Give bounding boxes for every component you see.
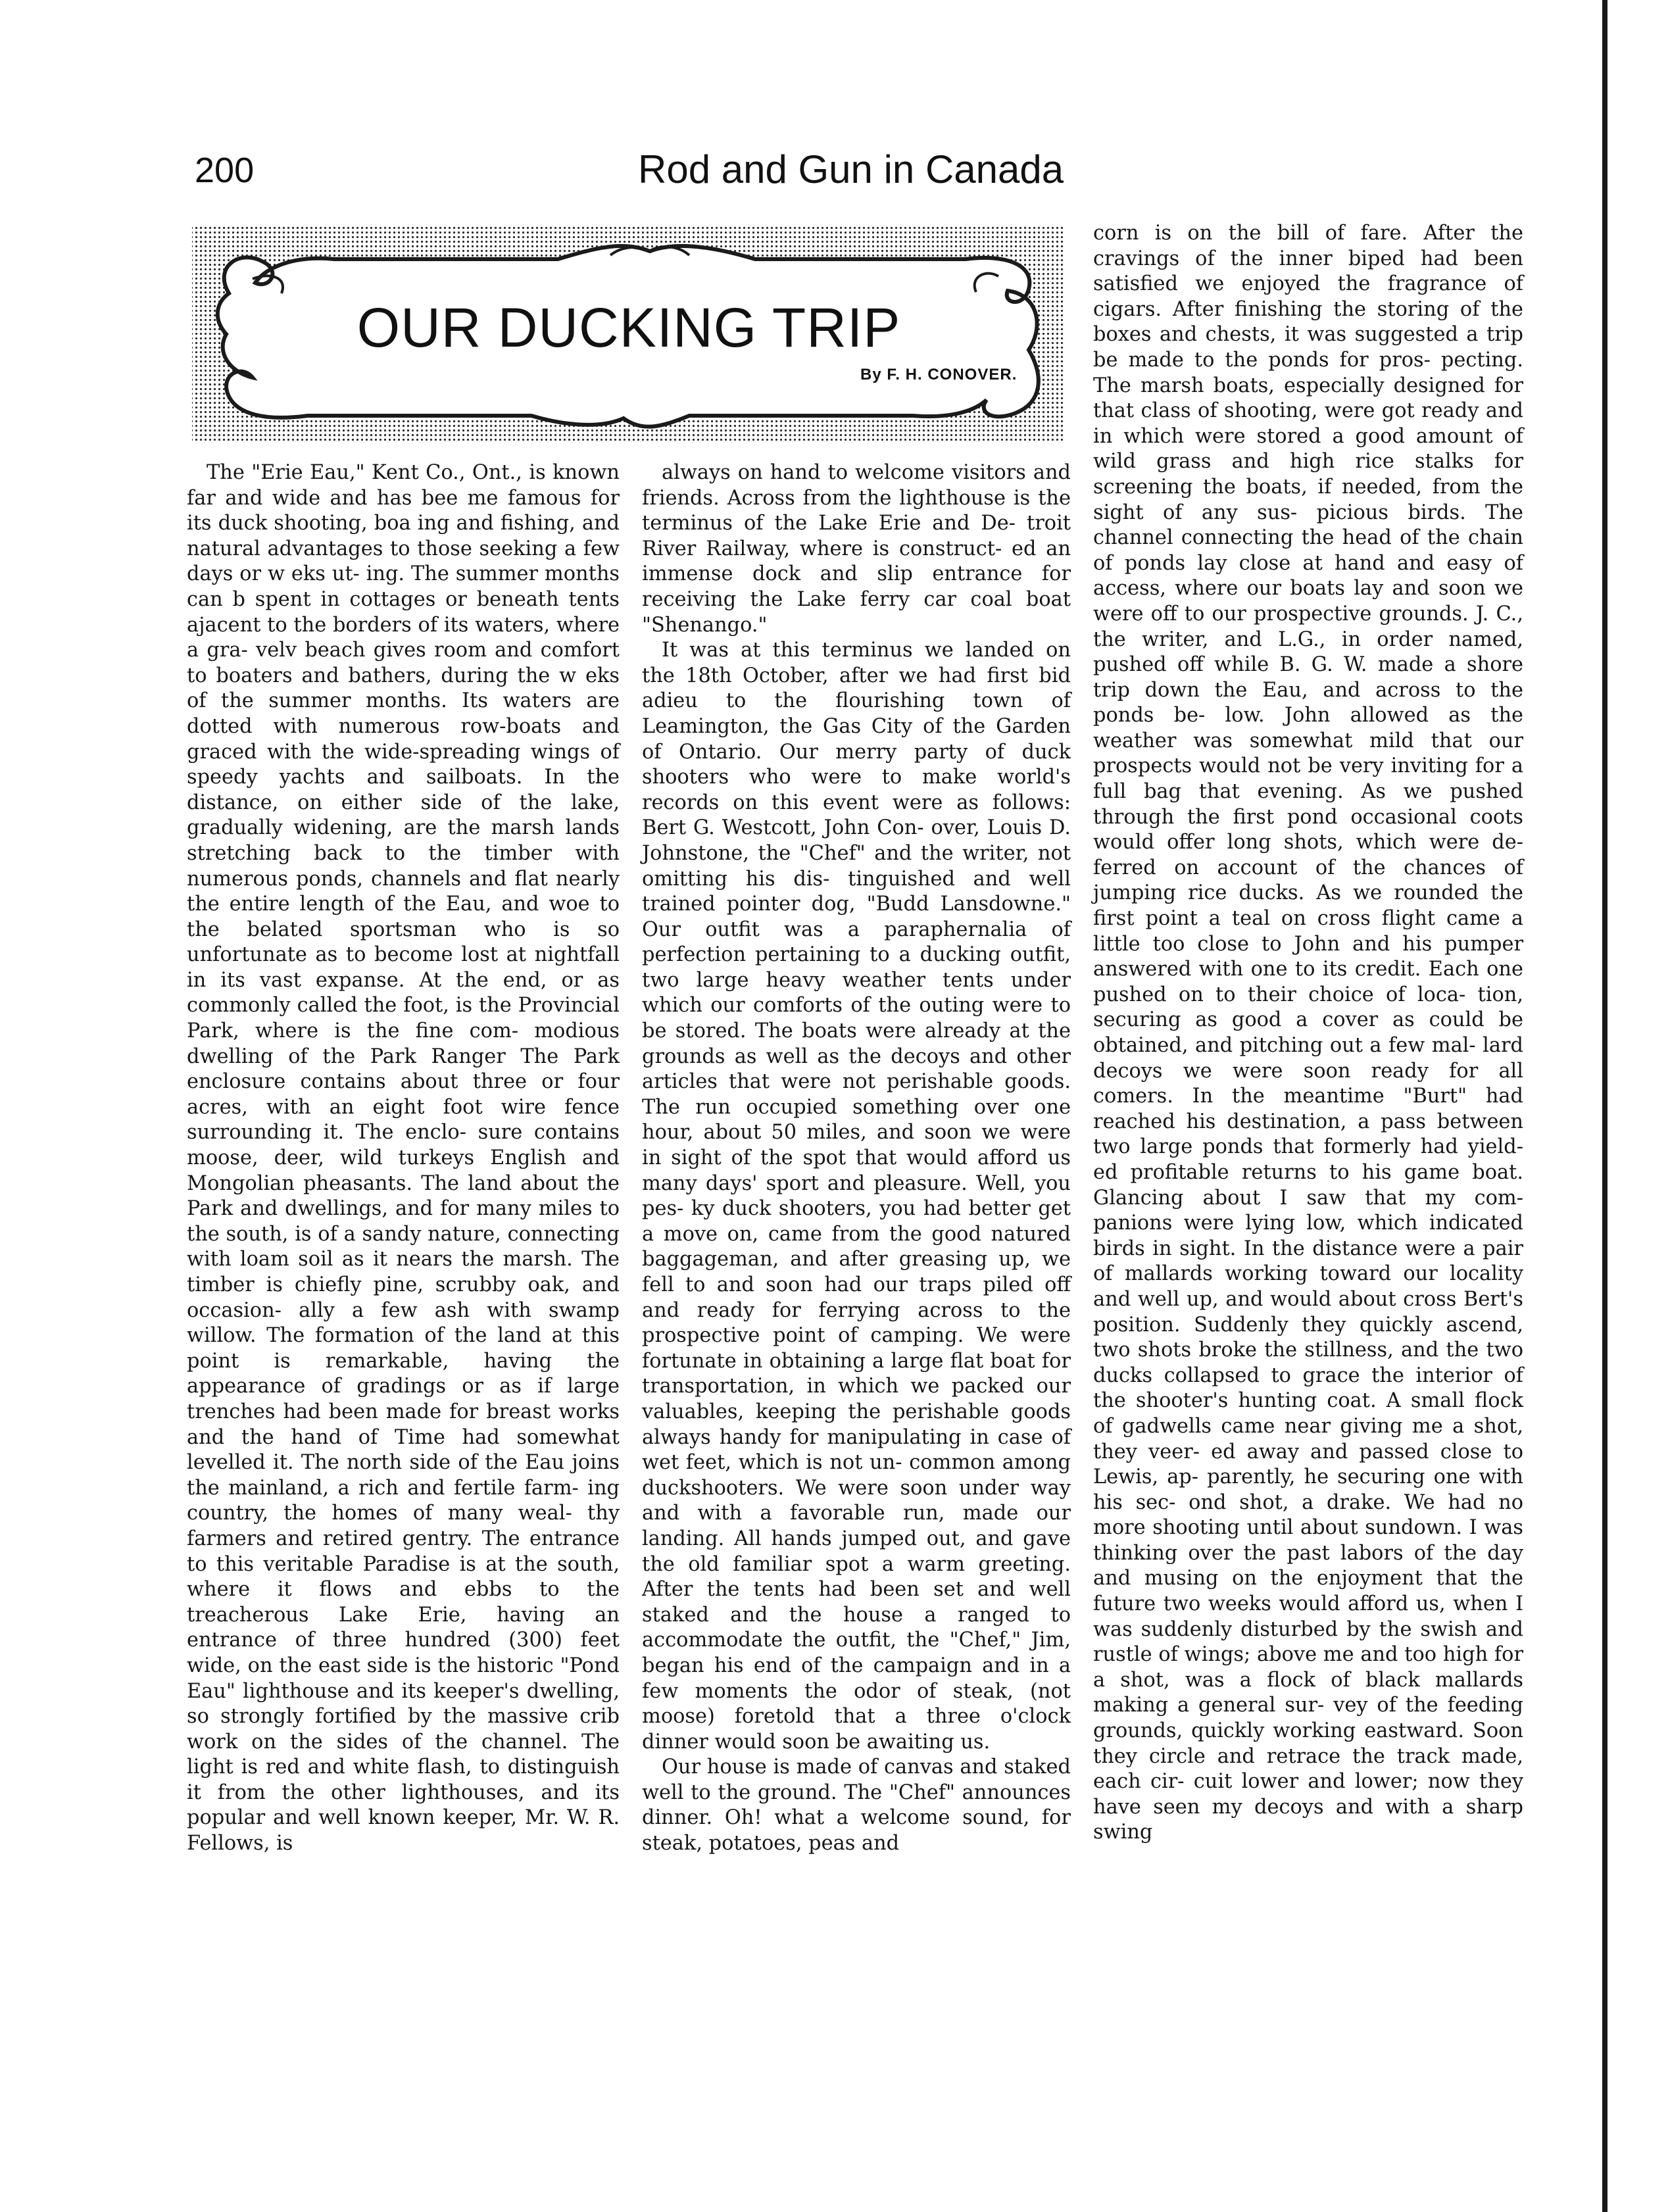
- article-title: OUR DUCKING TRIP: [356, 297, 901, 358]
- running-head: Rod and Gun in Canada: [638, 147, 1064, 191]
- article-column-2: [642, 460, 1071, 1857]
- byline: By F. H. CONOVER.: [860, 366, 1018, 383]
- article-column-3: [1093, 221, 1523, 1846]
- article-column-1: [187, 460, 620, 1857]
- page-number: 200: [195, 151, 255, 190]
- title-banner: [189, 221, 1068, 445]
- paragraph: The "Erie Eau," Kent Co., Ont., is known far and wide and has bee me famous for its duck shooting, boa ing and fishing, and natural advantages to those seeking a few days or w eks ut- ing. The summer months can b spent in cottages or beneath tents ajacent to the borders of its waters, where a gra- velv beach gives room and comfort to boaters and bathers, during the w eks of the summer months. Its waters are dotted with numerous row-boats and graced with the wide-spreading wings of speedy yachts and sailboats. In the distance, on either side of the lake, gradually widening, are the marsh lands stretching back to the timber with numerous ponds, channels and flat nearly the entire length of the Eau, and woe to the belated sportsman who is so unfortunate as to become lost at nightfall in its vast expanse. At the end, or as commonly called the foot, is the Provincial Park, where is the fine com- modious dwelling of the Park Ranger The Park enclosure contains about three or four acres, with an eight foot wire fence surrounding it. The enclo- sure contains moose, deer, wild turkeys English and Mongolian pheasants. The land about the Park and dwellings, and for many miles to the south, is of a sandy nature, connecting with loam soil as it nears the marsh. The timber is chiefly pine, scrubby oak, and occasion- ally a few ash with swamp willow. The formation of the land at this point is remarkable, having the appearance of gradings or as if large trenches had been made for breast works and the hand of Time had somewhat levelled it. The north side of the Eau joins the mainland, a rich and fertile farm- ing country, the homes of many weal- thy farmers and retired gentry. The entrance to this veritable Paradise is at the south, where it flows and ebbs to the treacherous Lake Erie, having an entrance of three hundred (300) feet wide, on the east side is the historic "Pond Eau" lighthouse and its keeper's dwelling, so strongly fortified by the massive crib work on the sides of the channel. The light is red and white flash, to distinguish it from the other lighthouses, and its popular and well known keeper, Mr. W. R. Fellows, is: [187, 461, 620, 1856]
- paragraph: always on hand to welcome visitors and friends. Across from the lighthouse is the terminus of the Lake Erie and De- troit River Railway, where is construct- ed an immense dock and slip entrance for receiving the Lake ferry car coal boat "Shenango.": [642, 461, 1071, 637]
- paragraph: Our house is made of canvas and staked well to the ground. The "Chef" announces dinner. Oh! what a welcome sound, for steak, potatoes, peas and: [642, 1756, 1071, 1856]
- page-edge-rule: [1602, 0, 1607, 2212]
- paragraph: It was at this terminus we landed on the 18th October, after we had first bid adieu to the flourishing town of Leamington, the Gas City of the Garden of Ontario. Our merry party of duck shooters who were to make world's records on this event were as follows: Bert G. Westcott, John Con- over, Louis D. Johnstone, the "Chef" and the writer, not omitting his dis- tinguished and well trained pointer dog, "Budd Lansdowne." Our outfit was a paraphernalia of perfection pertaining to a ducking outfit, two large heavy weather tents under which our comforts of the outing were to be stored. The boats were already at the grounds as well as the decoys and other articles that were not perishable goods. The run occupied something over one hour, about 50 miles, and soon we were in sight of the spot that would afford us many days' sport and pleasure. Well, you pes- ky duck shooters, you had better get a move on, came from the good natured baggageman, and after greasing up, we fell to and soon had our traps piled off and ready for ferrying across to the prospective point of camping. We were fortunate in obtaining a large flat boat for transportation, in which we packed our valuables, keeping the perishable goods always handy for manipulating in case of wet feet, which is not un- common among duckshooters. We were soon under way and with a favorable run, made our landing. All hands jumped out, and gave the old familiar spot a warm greeting. After the tents had been set and well staked and the house a ranged to accommodate the outfit, the "Chef," Jim, began his end of the campaign and in a few moments the odor of steak, (not moose) foretold that a three o'clock dinner would soon be awaiting us.: [642, 639, 1071, 1754]
- paragraph: corn is on the bill of fare. After the cravings of the inner biped had been satisfied we enjoyed the fragrance of cigars. After finishing the storing of the boxes and chests, it was suggested a trip be made to the ponds for pros- pecting. The marsh boats, especially designed for that class of shooting, were got ready and in which were stored a good amount of wild grass and high rice stalks for screening the boats, if needed, from the sight of any sus- picious birds. The channel connecting the head of the chain of ponds lay close at hand and easy of access, where our boats lay and soon we were off to our prospective grounds. J. C., the writer, and L.G., in order named, pushed off while B. G. W. made a shore trip down the Eau, and across to the ponds be- low. John allowed as the weather was somewhat mild that our prospects would not be very inviting for a full bag that evening. As we pushed through the first pond occasional coots would offer long shots, which were de- ferred on account of the chances of jumping rice ducks. As we rounded the first point a teal on cross flight came a little too close to John and his pumper answered with one to its credit. Each one pushed on to their choice of loca- tion, securing as good a cover as could be obtained, and pitching out a few mal- lard decoys we were soon ready for all comers. In the meantime "Burt" had reached his destination, a pass between two large ponds that formerly had yield- ed profitable returns to his game boat. Glancing about I saw that my com- panions were lying low, which indicated birds in sight. In the distance were a pair of mallards working toward our locality and well up, and would about cross Bert's position. Suddenly they quickly ascend, two shots broke the stillness, and the two ducks collapsed to grace the interior of the shooter's hunting coat. A small flock of gadwells came near giving me a shot, they veer- ed away and passed close to Lewis, ap- parently, he securing one with his sec- ond shot, a drake. We had no more shooting until about sundown. I was thinking over the past labors of the day and musing on the enjoyment that the future two weeks would afford us, when I was suddenly disturbed by the swish and rustle of wings; above me and too high for a shot, was a flock of black mallards making a general sur- vey of the feeding grounds, quickly working eastward. Soon they circle and retrace the track made, each cir- cuit lower and lower; now they have seen my decoys and with a sharp swing: [1093, 222, 1523, 1844]
